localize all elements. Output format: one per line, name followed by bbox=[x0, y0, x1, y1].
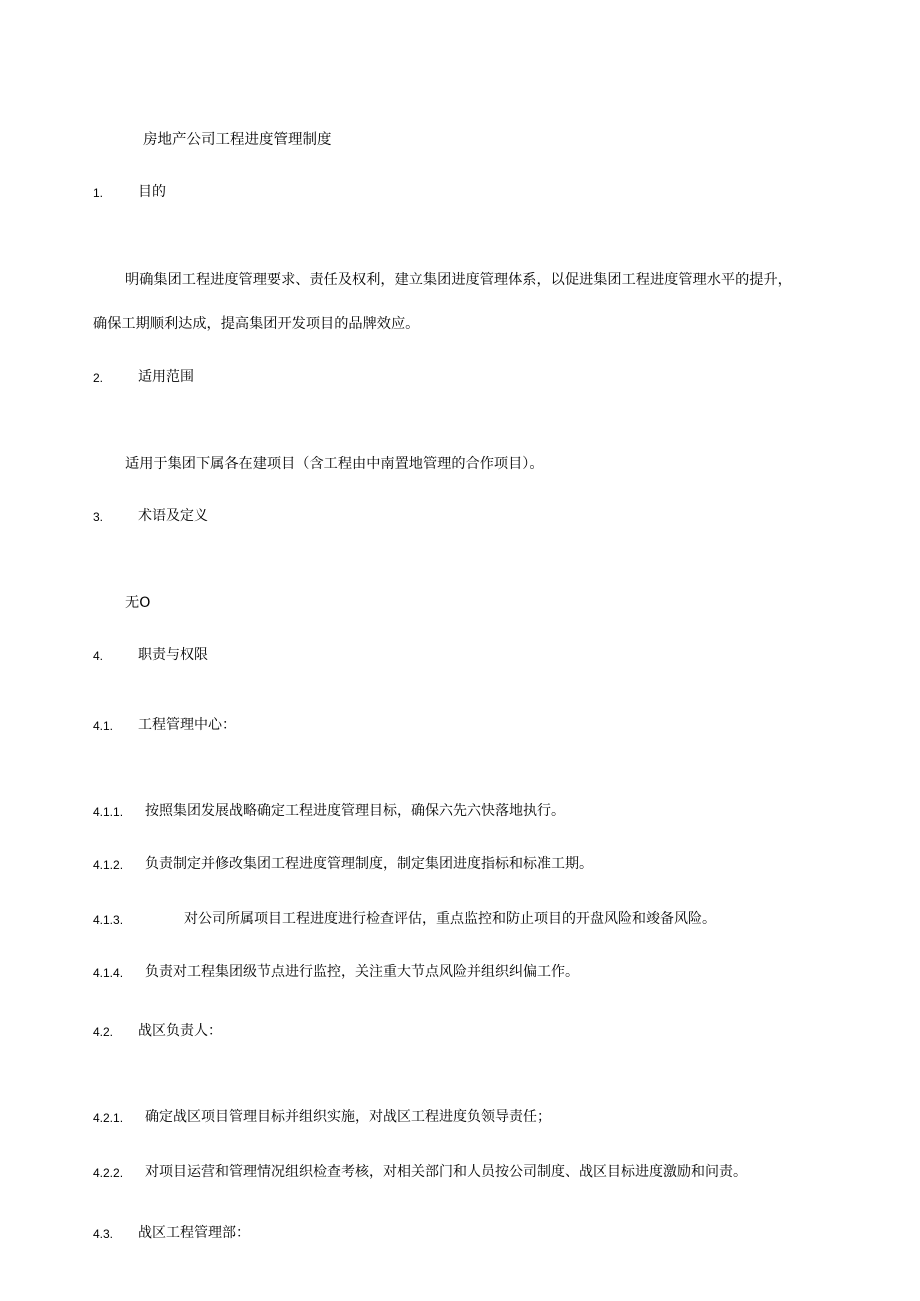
item-number: 4.1.3. bbox=[93, 913, 124, 927]
paragraph-line: 适用于集团下属各在建项目（含工程由中南置地管理的合作项目）。 bbox=[125, 456, 544, 472]
item-text: 对公司所属项目工程进度进行检查评估，重点监控和防止项目的开盘风险和竣备风险。 bbox=[184, 911, 716, 927]
paragraph-line: 明确集团工程进度管理要求、责任及权利，建立集团进度管理体系，以促进集团工程进度管理水平的提升， bbox=[125, 272, 792, 288]
item-text: 负责制定并修改集团工程进度管理制度，制定集团进度指标和标准工期。 bbox=[145, 856, 593, 872]
subsection-number: 4.3. bbox=[93, 1227, 114, 1241]
subsection-heading: 战区负责人： bbox=[138, 1023, 222, 1039]
item-text: 负责对工程集团级节点进行监控，关注重大节点风险并组织纠偏工作。 bbox=[145, 964, 579, 980]
section-heading: 术语及定义 bbox=[138, 508, 208, 524]
item-number: 4.2.1. bbox=[93, 1111, 124, 1125]
paragraph-line: 无O bbox=[125, 595, 151, 611]
section-heading: 目的 bbox=[138, 184, 166, 200]
section-number: 3. bbox=[93, 510, 104, 524]
subsection-heading: 战区工程管理部： bbox=[138, 1225, 250, 1241]
section-heading: 职责与权限 bbox=[138, 647, 208, 663]
subsection-number: 4.1. bbox=[93, 719, 114, 733]
item-number: 4.1.2. bbox=[93, 858, 124, 872]
item-number: 4.2.2. bbox=[93, 1166, 124, 1180]
subsection-heading: 工程管理中心： bbox=[138, 717, 236, 733]
subsection-number: 4.2. bbox=[93, 1025, 114, 1039]
paragraph-line: 确保工期顺利达成，提高集团开发项目的品牌效应。 bbox=[93, 316, 420, 332]
item-number: 4.1.1. bbox=[93, 805, 124, 819]
item-number: 4.1.4. bbox=[93, 966, 124, 980]
section-number: 1. bbox=[93, 186, 104, 200]
page-title: 房地产公司工程进度管理制度 bbox=[143, 132, 332, 148]
section-heading: 适用范围 bbox=[138, 369, 194, 385]
section-number: 2. bbox=[93, 371, 104, 385]
item-text: 对项目运营和管理情况组织检查考核，对相关部门和人员按公司制度、战区目标进度激励和问责。 bbox=[145, 1164, 747, 1180]
item-text: 按照集团发展战略确定工程进度管理目标，确保六先六快落地执行。 bbox=[145, 803, 565, 819]
item-text: 确定战区项目管理目标并组织实施，对战区工程进度负领导责任； bbox=[145, 1109, 551, 1125]
section-number: 4. bbox=[93, 649, 104, 663]
